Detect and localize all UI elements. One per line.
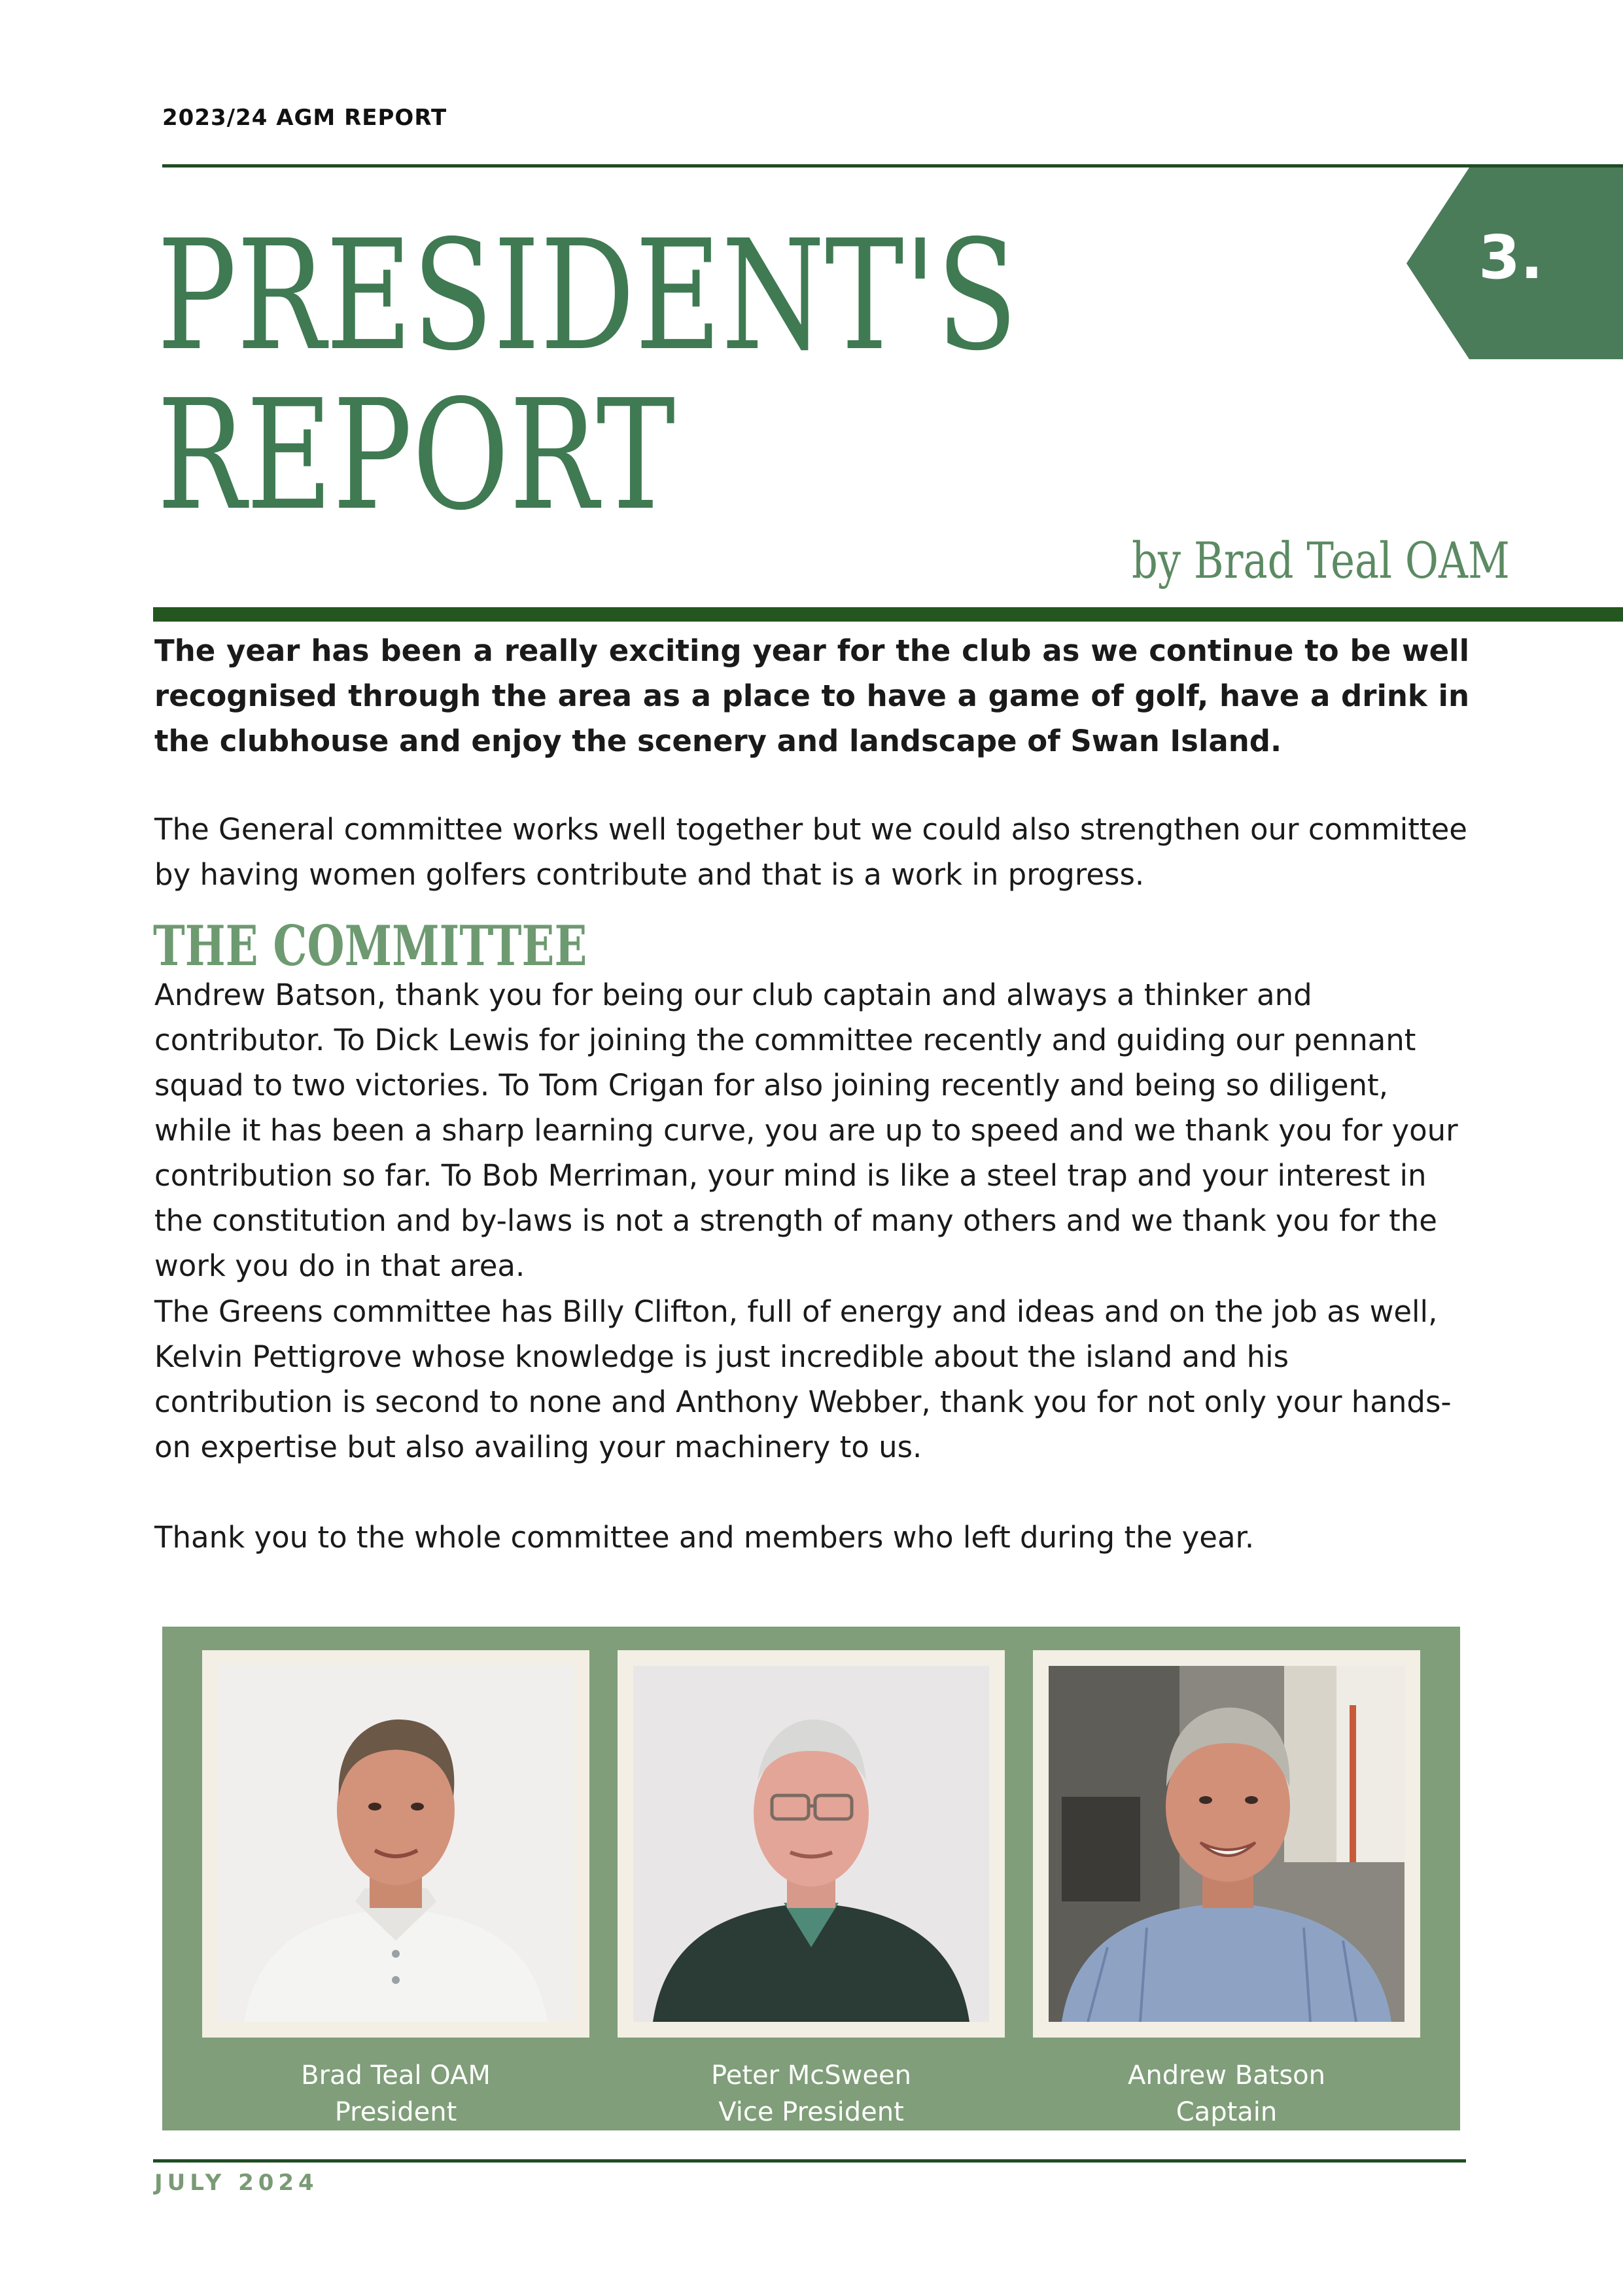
closing-paragraph: Thank you to the whole committee and members who left during the year. xyxy=(154,1520,1255,1555)
portrait-andrew-batson xyxy=(1049,1666,1405,2022)
committee-thanks-paragraph: Andrew Batson, thank you for being our club captain and always a thinker and contributor. To Dick Lewis for joining the committee recently and guiding our pennant squad to two victories. To Tom Crigan for also joining recently and being so diligent, while it has been a sharp learning curve, you are up to speed and we thank you for your contribution so far. To Bob Merriman, your mind is like a steel trap and your interest in the constitution and by-laws is not a strength of many others and we thank you for the work you do in that area. xyxy=(154,978,1458,1283)
photo-frame-captain xyxy=(1033,1650,1420,2127)
photo-frame-president xyxy=(202,1650,589,2127)
caption-role: Vice President xyxy=(718,2097,904,2127)
caption-role: Captain xyxy=(1176,2097,1278,2127)
committee-photo-panel xyxy=(162,1627,1460,2130)
lead-paragraph: The year has been a really exciting year for the club as we continue to be well recognised through the area as a place to have a game of golf, have a drink in the clubhouse and enjoy the scenery and landscape of Swan Island. xyxy=(154,633,1469,758)
caption-name: Peter McSween xyxy=(711,2060,911,2091)
title-divider xyxy=(153,607,1623,622)
caption-role: President xyxy=(334,2097,457,2127)
portrait-peter-mcsween xyxy=(633,1666,989,2022)
caption-name: Andrew Batson xyxy=(1127,2060,1325,2091)
caption-captain xyxy=(1033,2057,1420,2130)
page-title xyxy=(157,207,1018,544)
caption-name: Brad Teal OAM xyxy=(301,2060,491,2091)
footer-date: JULY 2024 xyxy=(154,2170,319,2196)
page-title-line-1: PRESIDENT'S xyxy=(157,207,1018,384)
page-number: 3. xyxy=(1478,222,1543,292)
author-byline: by Brad Teal OAM xyxy=(1132,531,1510,590)
greens-committee-paragraph: The Greens committee has Billy Clifton, full of energy and ideas and on the job as well, Kelvin Pettigrove whose knowledge is just incredible about the island and his contribution is second to none and Anthony Webber, thank you for not only your hands-on expertise but also availing your machinery to us. xyxy=(154,1294,1452,1464)
caption-vice-president xyxy=(618,2057,1005,2130)
photo-frame-vice-president xyxy=(618,1650,1005,2127)
footer-divider xyxy=(153,2159,1466,2163)
top-divider xyxy=(162,164,1623,168)
page-title-line-2: REPORT xyxy=(157,367,676,544)
caption-president xyxy=(202,2057,589,2130)
general-committee-paragraph: The General committee works well together but we could also strengthen our committee by having women golfers contribute and that is a work in progress. xyxy=(154,812,1467,892)
section-heading: THE COMMITTEE xyxy=(153,913,587,978)
report-label: 2023/24 AGM REPORT xyxy=(162,105,447,131)
portrait-brad-teal xyxy=(218,1666,574,2022)
